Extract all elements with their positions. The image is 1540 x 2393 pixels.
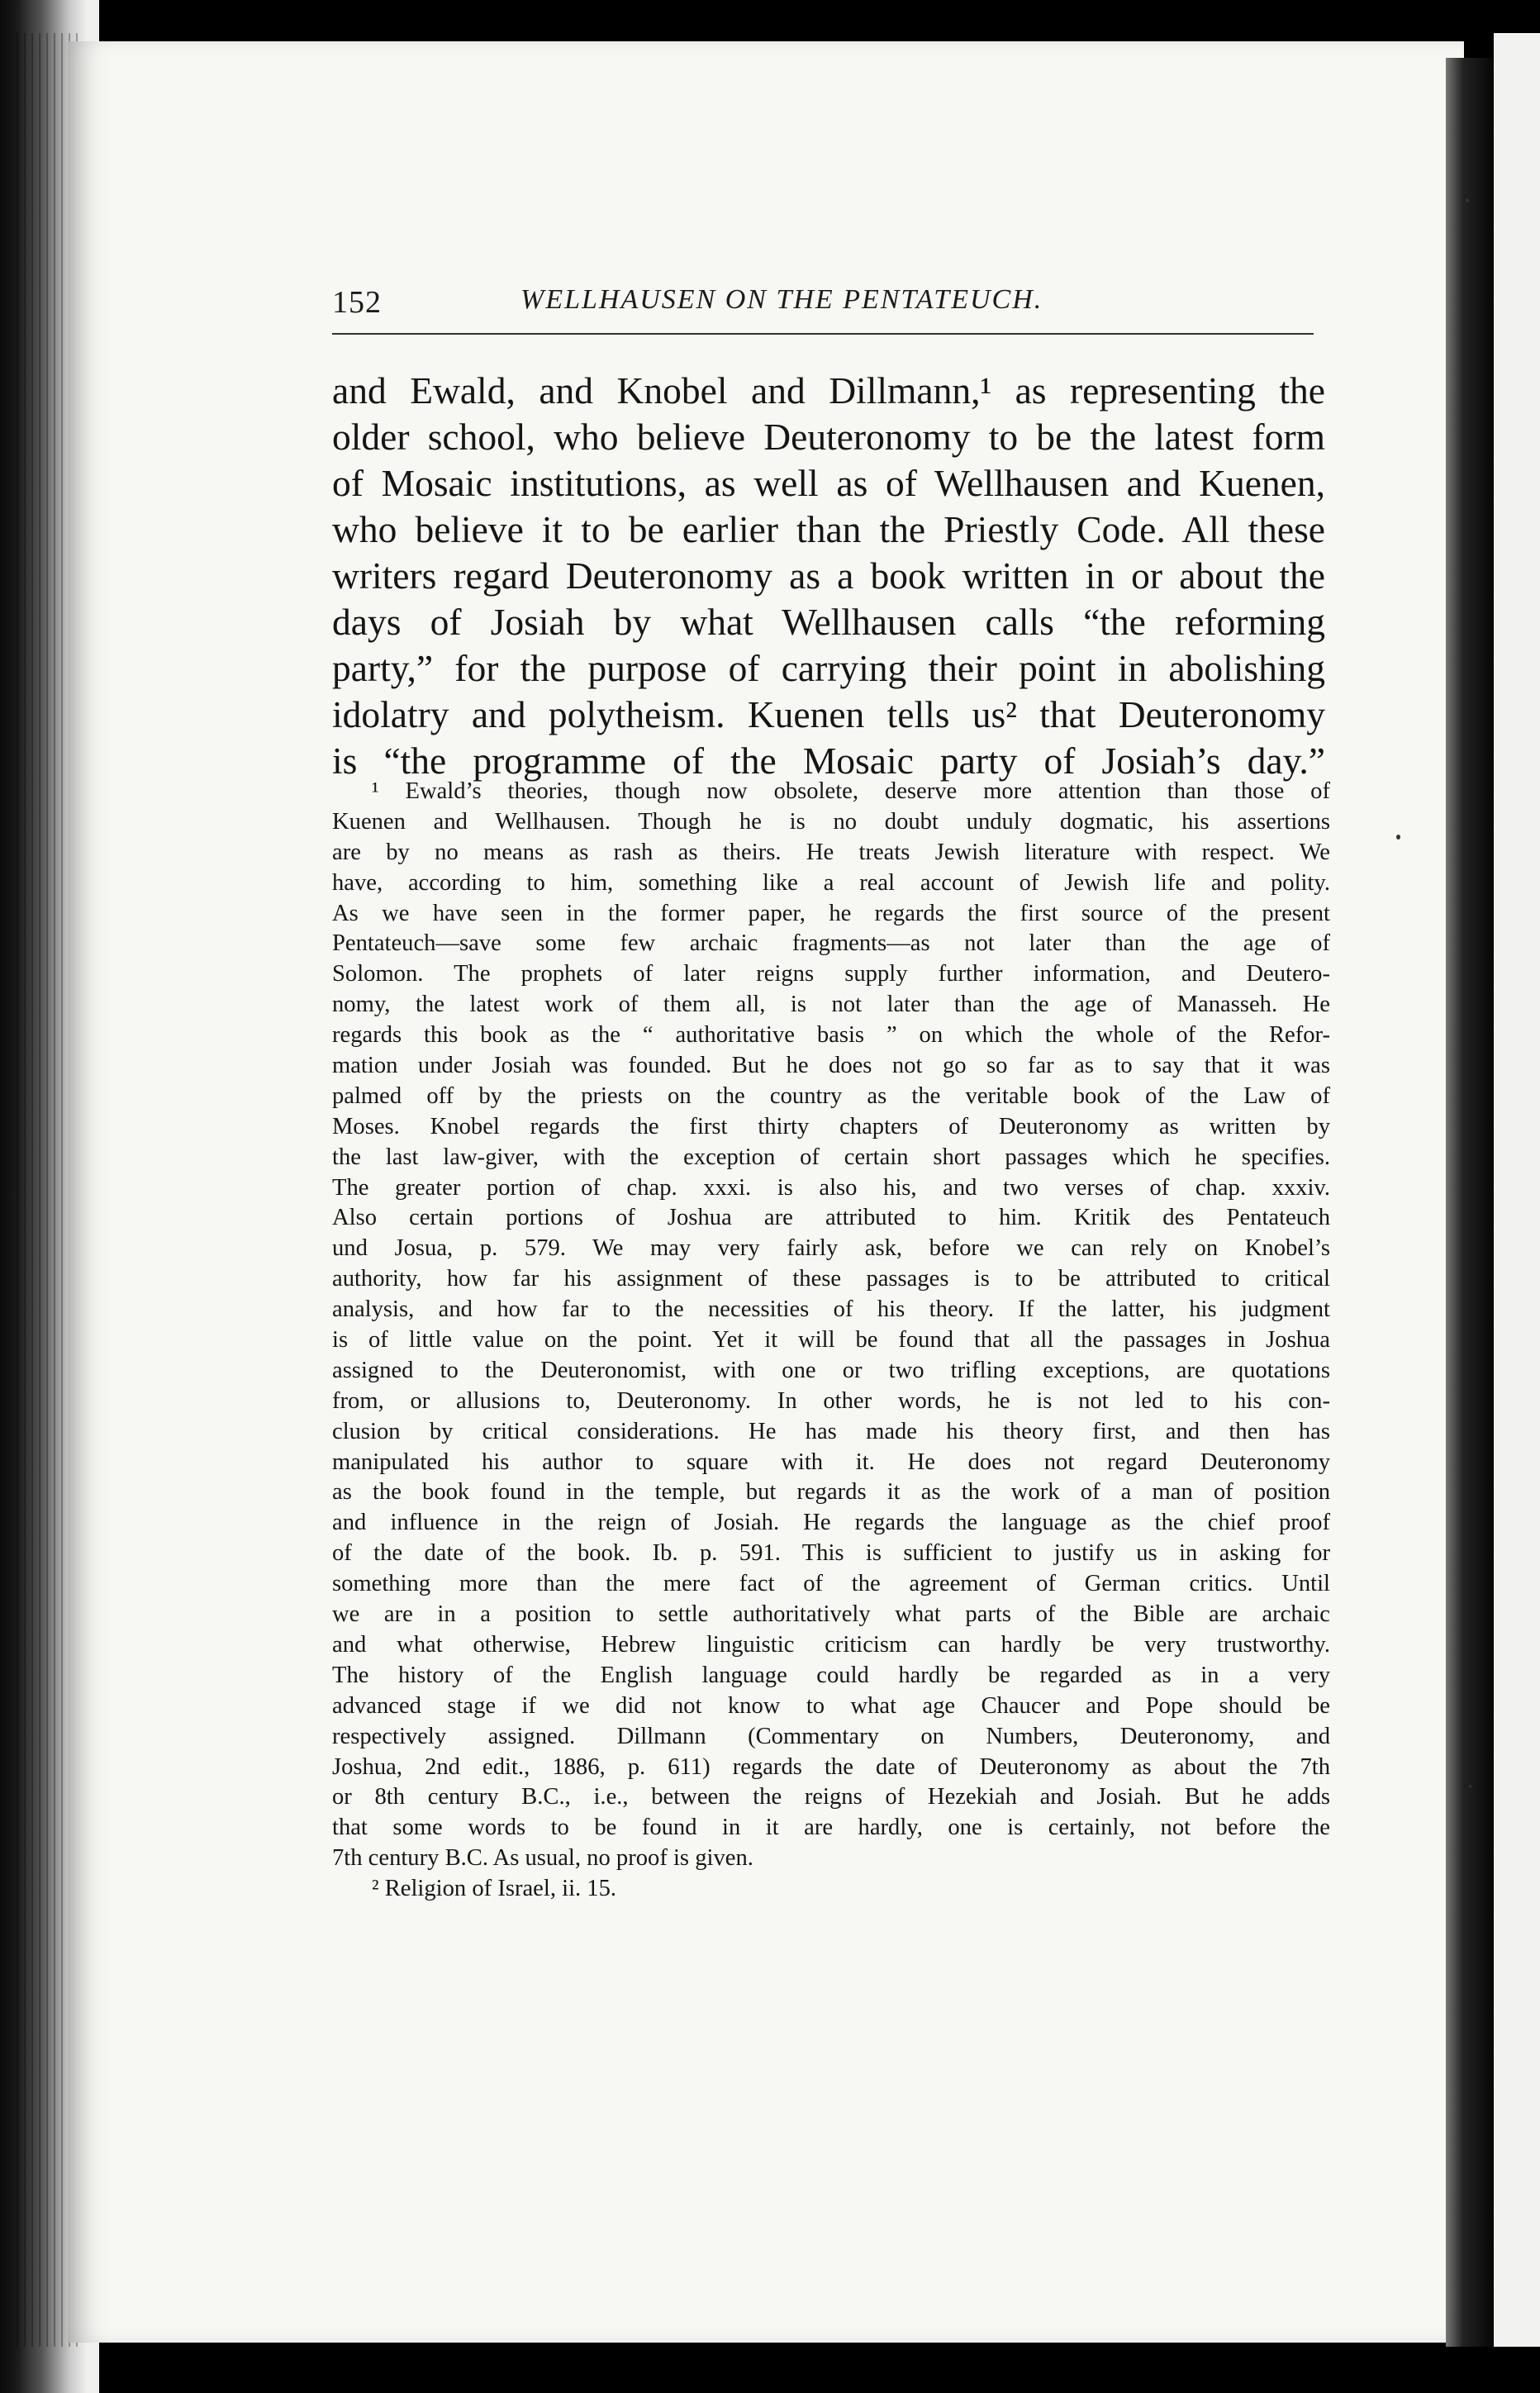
body-paragraph (332, 368, 1325, 784)
body-line: writers regard Deuteronomy as a book written in or about the (332, 554, 1325, 597)
footnote-line: authority, how far his assignment of these passages is to be attributed to critical (332, 1266, 1330, 1292)
footnote-line: is of little value on the point. Yet it will be found that all the passages in Joshua (332, 1327, 1330, 1353)
body-line: idolatry and polytheism. Kuenen tells us² that Deuteronomy (332, 693, 1325, 735)
page-shadow (1446, 58, 1495, 2347)
footnote-line: the last law-giver, with the exception of certain short passages which he specifies. (332, 1144, 1330, 1170)
body-line: days of Josiah by what Wellhausen calls “the reforming (332, 601, 1325, 643)
footnote-line: mation under Josiah was founded. But he does not go so far as to say that it was (332, 1053, 1330, 1079)
body-line: who believe it to be earlier than the Priestly Code. All these (332, 508, 1325, 550)
body-line: party,” for the purpose of carrying their point in abolishing (332, 647, 1325, 689)
page-number: 152 (332, 285, 382, 320)
footnote-line: that some words to be found in it are hardly, one is certainly, not before the (332, 1815, 1330, 1841)
footnote-line: clusion by critical considerations. He has made his theory first, and then has (332, 1418, 1330, 1444)
footnote-line: As we have seen in the former paper, he regards the first source of the present (332, 900, 1330, 926)
footnote-line: we are in a position to settle authoritatively what parts of the Bible are archaic (332, 1601, 1330, 1628)
footnote-line: nomy, the latest work of them all, is not later than the age of Manasseh. He (332, 992, 1330, 1018)
footnote-2: ² Religion of Israel, ii. 15. (372, 1876, 617, 1902)
footnote-line: The history of the English language could hardly be regarded as in a very (332, 1662, 1330, 1688)
footnote-line: something more than the mere fact of the agreement of German critics. Until (332, 1571, 1330, 1597)
footnote-line: have, according to him, something like a real account of Jewish life and polity. (332, 869, 1330, 896)
footnote-line: respectively assigned. Dillmann (Commentary on Numbers, Deuteronomy, and (332, 1723, 1330, 1749)
footnote-line: are by no means as rash as theirs. He treats Jewish literature with respect. We (332, 839, 1330, 865)
running-header (332, 284, 1324, 334)
body-line: of Mosaic institutions, as well as of Wellhausen and Kuenen, (332, 462, 1325, 504)
footnote-line: advanced stage if we did not know to what age Chaucer and Pope should be (332, 1692, 1330, 1719)
footnote-line: Joshua, 2nd edit., 1886, p. 611) regards the date of Deuteronomy as about the 7th (332, 1753, 1330, 1780)
footnote-line: of the date of the book. Ib. p. 591. This is sufficient to justify us in asking for (332, 1540, 1330, 1567)
footnote-line: und Josua, p. 579. We may very fairly ask, before we can rely on Knobel’s (332, 1235, 1330, 1262)
body-line: is “the programme of the Mosaic party of Josiah’s day.” (332, 740, 1325, 782)
footnote-line: or 8th century B.C., i.e., between the reigns of Hezekiah and Josiah. But he adds (332, 1784, 1330, 1810)
footnote-line: and influence in the reign of Josiah. He regards the language as the chief proof (332, 1510, 1330, 1536)
footnote-line: Solomon. The prophets of later reigns supply further information, and Deutero- (332, 961, 1330, 987)
page-speck (1469, 1785, 1471, 1788)
footnote-line: and what otherwise, Hebrew linguistic criticism can hardly be very trustworthy. (332, 1631, 1330, 1658)
page-speck (1466, 198, 1469, 202)
facing-page-edge (1494, 33, 1540, 2347)
footnote-line: analysis, and how far to the necessities of his theory. If the latter, his judgment (332, 1296, 1330, 1323)
footnote-line: assigned to the Deuteronomist, with one or two trifling exceptions, are quotations (332, 1357, 1330, 1383)
body-line: older school, who believe Deuteronomy to be the latest form (332, 416, 1325, 458)
footnote-line: ¹ Ewald’s theories, though now obsolete, deserve more attention than those of (372, 778, 1330, 804)
footnote-line: The greater portion of chap. xxxi. is also his, and two verses of chap. xxxiv. (332, 1174, 1330, 1201)
footnote-line: palmed off by the priests on the country as the veritable book of the Law of (332, 1082, 1330, 1109)
footnote-line: regards this book as the “ authoritative basis ” on which the whole of the Refor- (332, 1022, 1330, 1049)
header-rule (332, 333, 1314, 335)
body-line: and Ewald, and Knobel and Dillmann,¹ as representing the (332, 369, 1325, 412)
footnote-line: 7th century B.C. As usual, no proof is given. (332, 1845, 753, 1872)
footnote-line: Pentateuch—save some few archaic fragments—as not later than the age of (332, 930, 1330, 957)
footnote-line: Moses. Knobel regards the first thirty chapters of Deuteronomy as written by (332, 1113, 1330, 1139)
footnotes (332, 777, 1330, 1905)
footnote-line: from, or allusions to, Deuteronomy. In other words, he is not led to his con- (332, 1387, 1330, 1414)
footnote-line: Also certain portions of Joshua are attributed to him. Kritik des Pentateuch (332, 1205, 1330, 1231)
footnote-line: as the book found in the temple, but regards it as the work of a man of position (332, 1479, 1330, 1506)
page-speck (1396, 835, 1400, 840)
footnote-line: Kuenen and Wellhausen. Though he is no doubt unduly dogmatic, his assertions (332, 808, 1330, 835)
footnote-line: manipulated his author to square with it. He does not regard Deuteronomy (332, 1449, 1330, 1475)
running-title: WELLHAUSEN ON THE PENTATEUCH. (520, 284, 1043, 315)
